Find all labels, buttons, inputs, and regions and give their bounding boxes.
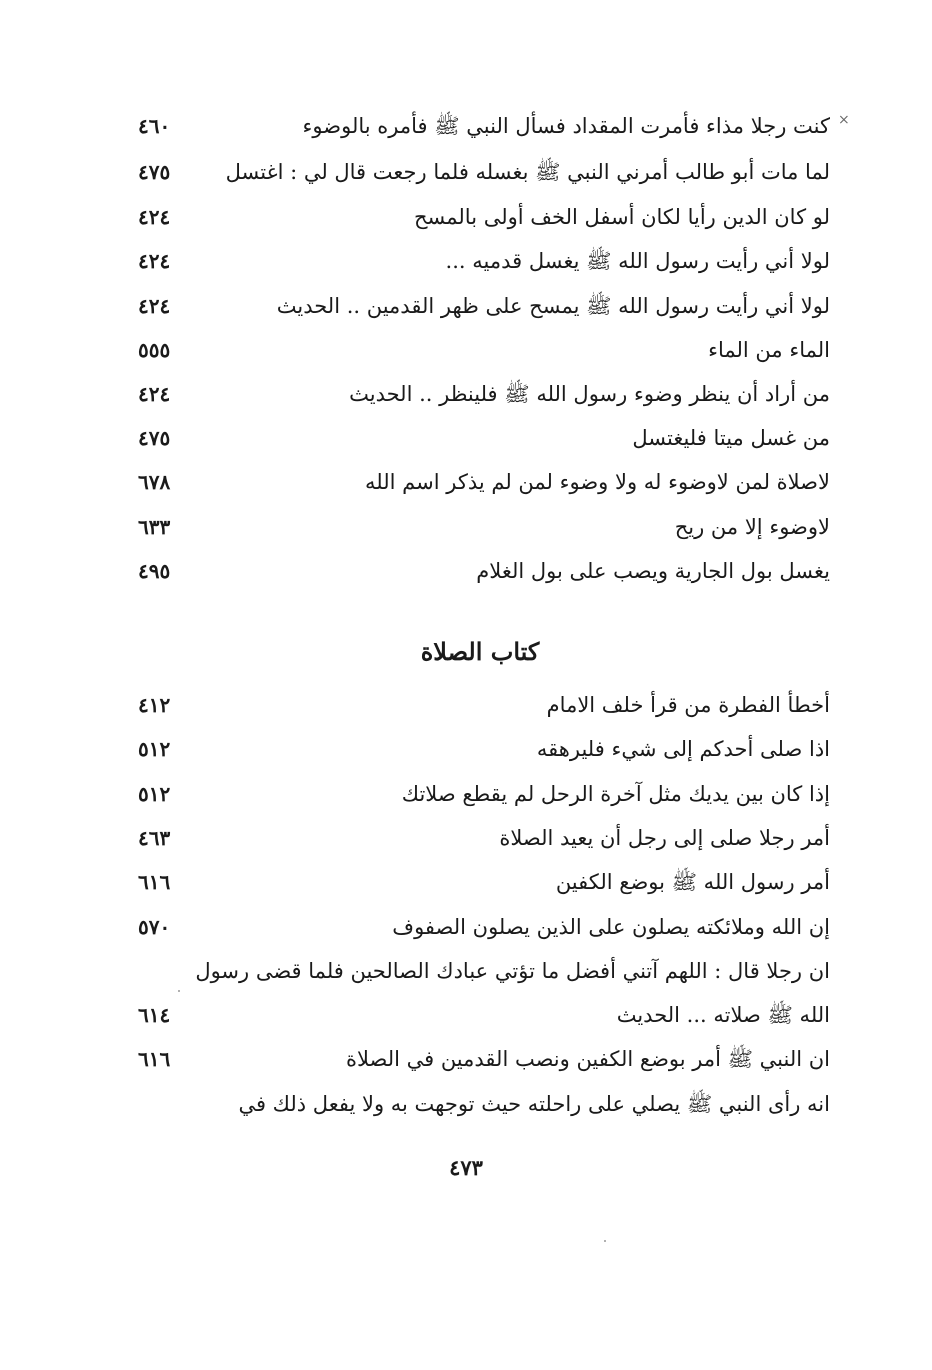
entry-page-number: ٤٢٤	[138, 205, 171, 229]
entry-text: لو كان الدين رأيا لكان أسفل الخف أولى بالمسح	[413, 205, 830, 229]
entry-page-number: ٤٧٥	[138, 160, 171, 184]
index-entry	[130, 993, 830, 1037]
entry-page-number: ٤٢٤	[138, 294, 171, 318]
entry-text: من أراد أن ينظر وضوء رسول الله ﷺ فلينظر .. الحديث	[349, 382, 830, 406]
entry-page-number: ٦١٦	[138, 870, 171, 894]
entry-page-number: ٤١٢	[138, 693, 171, 717]
entry-text: إذا كان بين يديك مثل آخرة الرحل لم يقطع صلاتك	[401, 782, 830, 806]
index-entry	[130, 328, 830, 372]
entry-text: ان رجلا قال : اللهم آتني أفضل ما تؤتي عبادك الصالحين فلما قضى رسول	[195, 959, 830, 983]
index-entry	[130, 1037, 830, 1081]
entry-page-number: ٤٦٣	[138, 826, 171, 850]
entry-text: من غسل ميتا فليغتسل	[632, 426, 830, 450]
index-entry	[130, 683, 830, 727]
entry-page-number: ٥٧٠	[138, 915, 171, 939]
entry-text: لاوضوء إلا من ريح	[674, 515, 830, 539]
entry-page-number: ٥٥٥	[138, 338, 171, 362]
scan-speck	[178, 990, 180, 992]
margin-mark: ×	[838, 112, 850, 128]
entry-text: أمر رسول الله ﷺ بوضع الكفين	[555, 870, 830, 894]
entry-page-number: ٤٢٤	[138, 249, 171, 273]
index-entry	[130, 505, 830, 549]
page-number: ٤٧٣	[449, 1155, 483, 1180]
entry-page-number: ٦٧٨	[138, 470, 171, 494]
entry-text: لولا أني رأيت رسول الله ﷺ يمسح على ظهر القدمين .. الحديث	[276, 294, 830, 318]
index-entry	[130, 727, 830, 771]
entry-page-number: ٤٩٥	[138, 559, 171, 583]
entry-text: أخطأ الفطرة من قرأ خلف الامام	[546, 693, 830, 717]
entry-text: اذا صلى أحدكم إلى شيء فليرهقه	[536, 737, 830, 761]
index-entry	[130, 416, 830, 460]
entry-page-number: ٦١٤	[138, 1003, 171, 1027]
entry-page-number: ٤٢٤	[138, 382, 171, 406]
section-heading: كتاب الصلاة	[420, 637, 540, 666]
entry-text: إن الله وملائكته يصلون على الذين يصلون الصفوف	[392, 915, 830, 939]
index-entry	[130, 860, 830, 904]
index-entry	[130, 239, 830, 283]
entry-page-number: ٤٦٠	[138, 114, 171, 138]
index-entry	[130, 772, 830, 816]
scan-speck	[604, 1240, 606, 1242]
index-entry	[130, 816, 830, 860]
entry-text: الله ﷺ صلاته ... الحديث	[616, 1003, 830, 1027]
index-entry	[130, 150, 830, 194]
index-entry	[130, 905, 830, 949]
index-entry	[130, 104, 830, 148]
entry-text: لولا أني رأيت رسول الله ﷺ يغسل قدميه ...	[445, 249, 830, 273]
entry-page-number: ٥١٢	[138, 737, 171, 761]
entry-text: الماء من الماء	[708, 338, 830, 362]
index-entry	[130, 460, 830, 504]
index-entry	[130, 949, 830, 993]
index-entry	[130, 284, 830, 328]
entry-text: لاصلاة لمن لاوضوء له ولا وضوء لمن لم يذكر اسم الله	[365, 470, 830, 494]
entry-text: كنت رجلا مذاء فأمرت المقداد فسأل النبي ﷺ فأمره بالوضوء	[302, 114, 830, 138]
entry-page-number: ٥١٢	[138, 782, 171, 806]
index-entry	[130, 549, 830, 593]
entry-text: ان النبي ﷺ أمر بوضع الكفين ونصب القدمين في الصلاة	[345, 1047, 830, 1071]
entry-text: لما مات أبو طالب أمرني النبي ﷺ بغسله فلما رجعت قال لي : اغتسل	[225, 160, 830, 184]
entry-page-number: ٦٣٣	[138, 515, 171, 539]
entry-page-number: ٦١٦	[138, 1047, 171, 1071]
entry-text: يغسل بول الجارية ويصب على بول الغلام	[476, 559, 830, 583]
entry-text: انه رأى النبي ﷺ يصلي على راحلته حيث توجهت به ولا يفعل ذلك في	[238, 1092, 830, 1116]
index-entry	[130, 195, 830, 239]
index-entry	[130, 1082, 830, 1126]
index-entry	[130, 372, 830, 416]
entry-text: أمر رجلا صلى إلى رجل أن يعيد الصلاة	[499, 826, 830, 850]
entry-page-number: ٤٧٥	[138, 426, 171, 450]
